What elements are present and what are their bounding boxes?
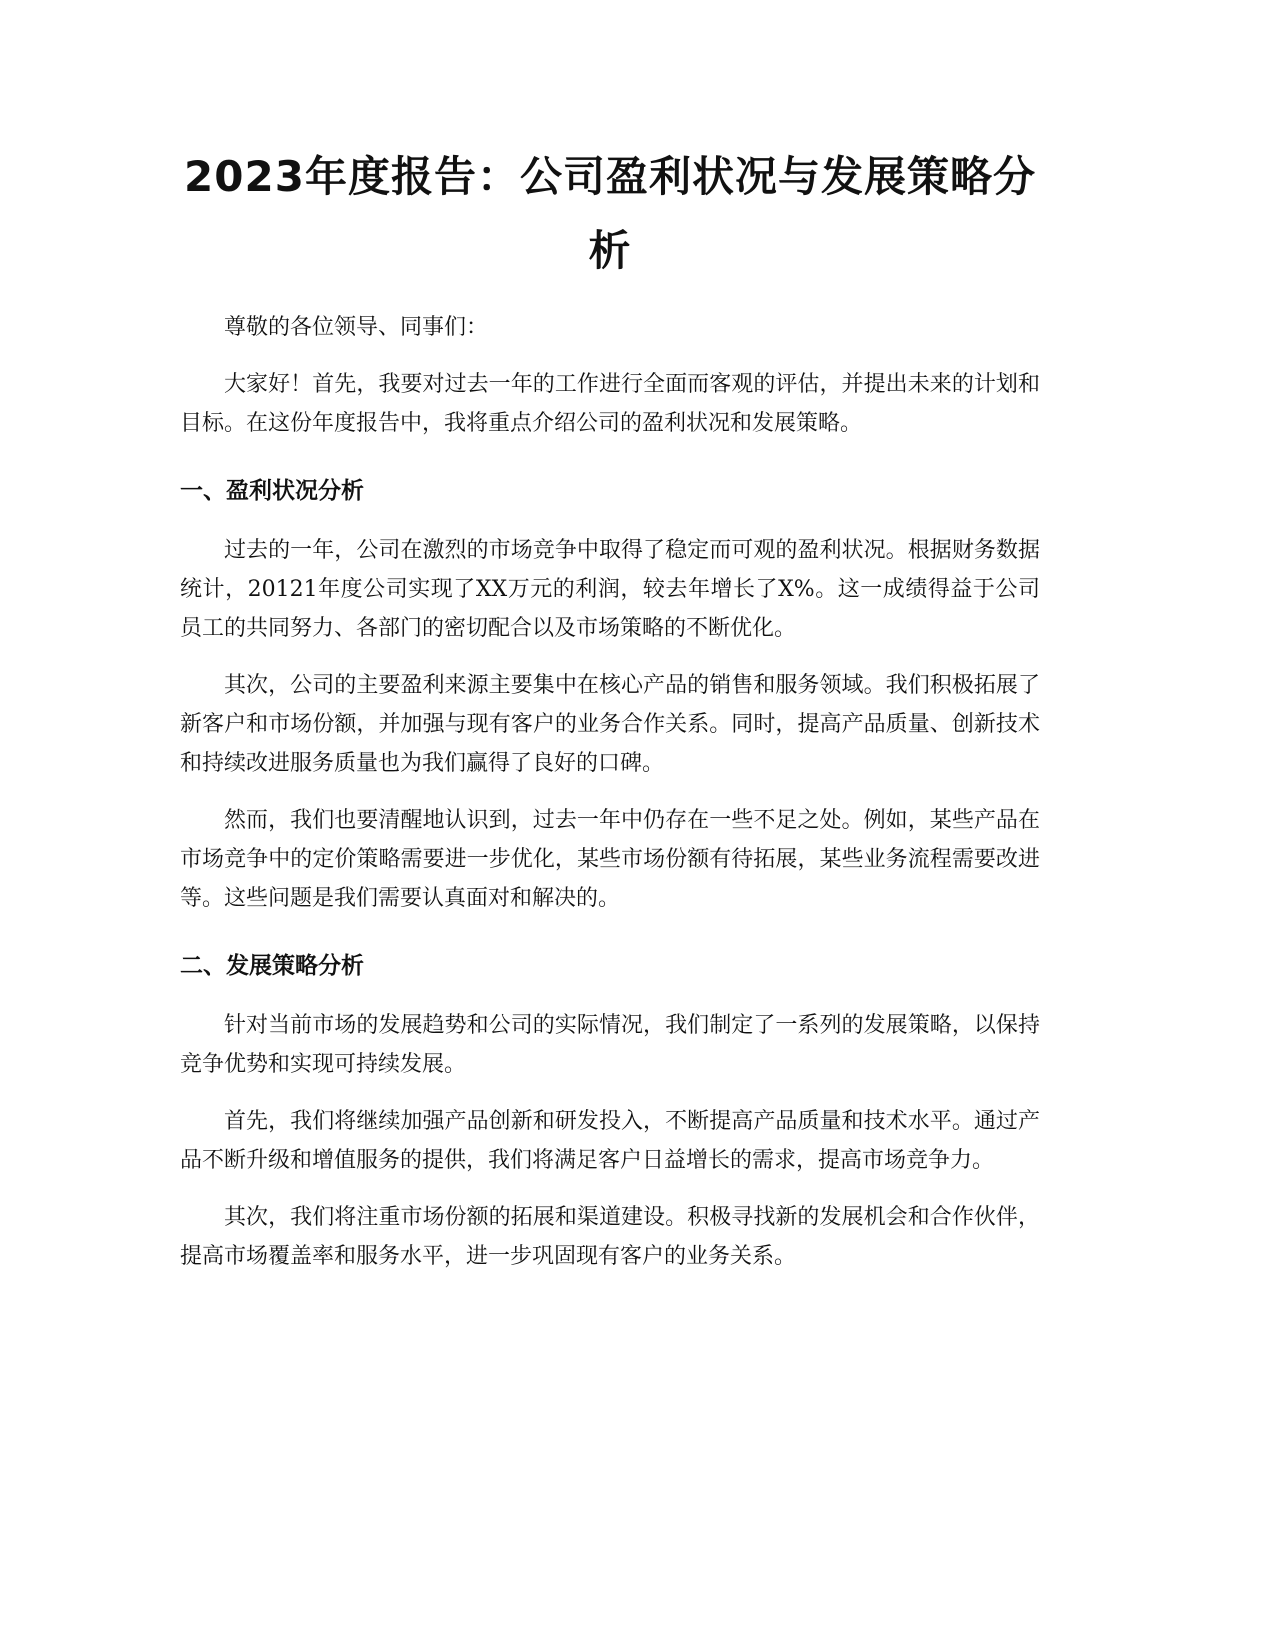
section-heading-strategy: 二、发展策略分析 [180,953,364,979]
document-body [180,140,1040,1294]
strategy-paragraph-1: 针对当前市场的发展趋势和公司的实际情况，我们制定了一系列的发展策略，以保持竞争优势和实现可持续发展。 [180,1013,1040,1077]
section-heading-profit: 一、盈利状况分析 [180,478,364,504]
strategy-paragraph-3: 其次，我们将注重市场份额的拓展和渠道建设。积极寻找新的发展机会和合作伙伴，提高市场覆盖率和服务水平，进一步巩固现有客户的业务关系。 [180,1205,1040,1269]
salutation: 尊敬的各位领导、同事们： [224,315,489,340]
profit-paragraph-1: 过去的一年，公司在激烈的市场竞争中取得了稳定而可观的盈利状况。根据财务数据统计，20121年度公司实现了XX万元的利润，较去年增长了X%。这一成绩得益于公司员工的共同努力、各部门的密切配合以及市场策略的不断优化。 [180,538,1040,641]
profit-paragraph-3: 然而，我们也要清醒地认识到，过去一年中仍存在一些不足之处。例如，某些产品在市场竞争中的定价策略需要进一步优化，某些市场份额有待拓展，某些业务流程需要改进等。这些问题是我们需要认真面对和解决的。 [180,808,1040,911]
intro-paragraph: 大家好！首先，我要对过去一年的工作进行全面而客观的评估，并提出未来的计划和目标。在这份年度报告中，我将重点介绍公司的盈利状况和发展策略。 [180,372,1040,436]
profit-paragraph-2: 其次，公司的主要盈利来源主要集中在核心产品的销售和服务领域。我们积极拓展了新客户和市场份额，并加强与现有客户的业务合作关系。同时，提高产品质量、创新技术和持续改进服务质量也为我们赢得了良好的口碑。 [180,673,1040,776]
document-title: 2023年度报告：公司盈利状况与发展策略分析 [184,152,1036,275]
strategy-paragraph-2: 首先，我们将继续加强产品创新和研发投入，不断提高产品质量和技术水平。通过产品不断升级和增值服务的提供，我们将满足客户日益增长的需求，提高市场竞争力。 [180,1109,1040,1173]
